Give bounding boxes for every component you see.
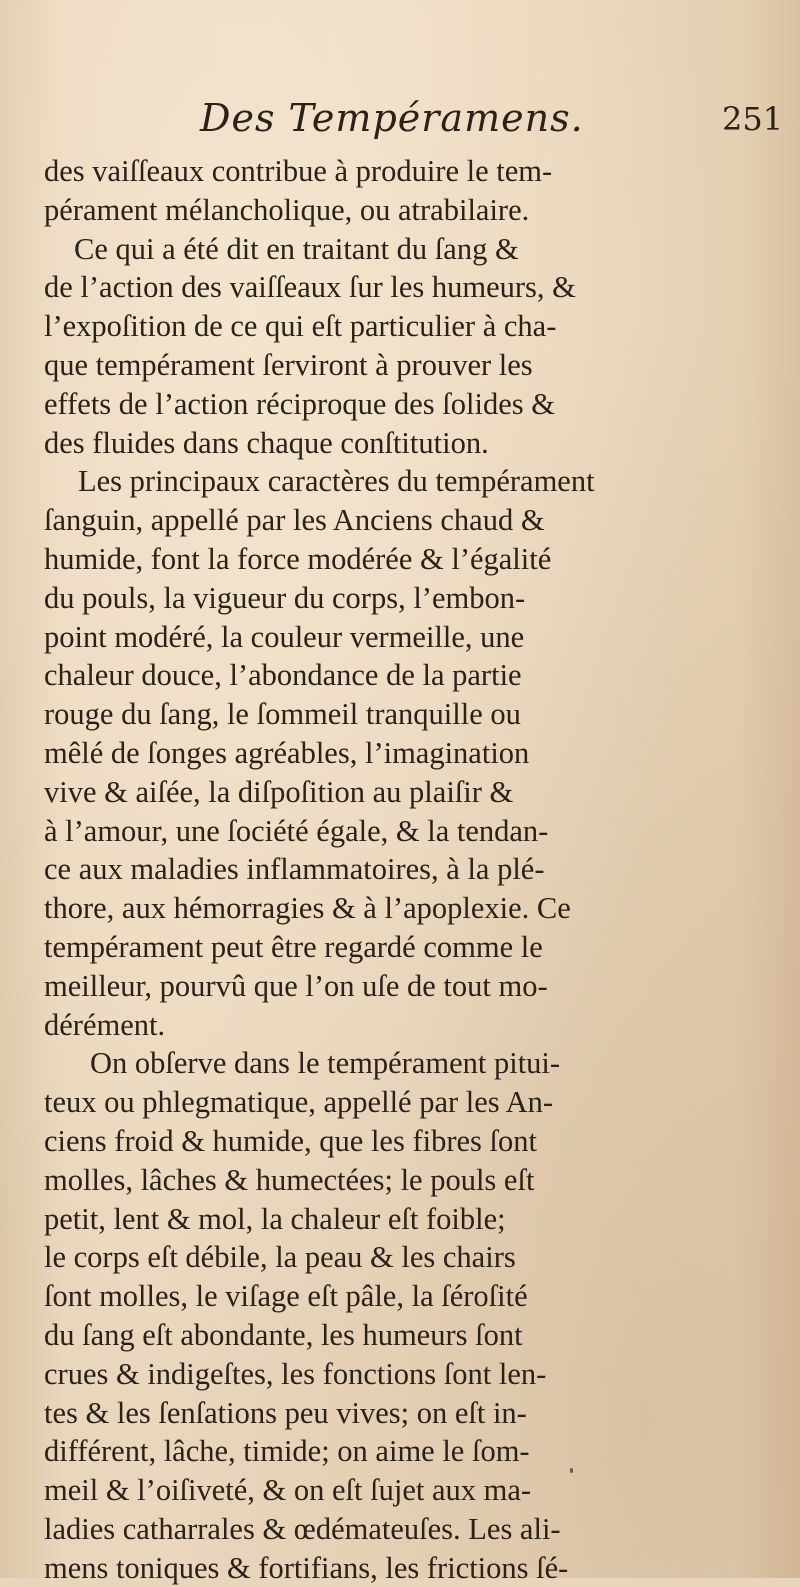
paragraph-start-line: Les principaux caractères du tempérament bbox=[78, 464, 595, 499]
text-line: mêlé de ſonges agréables, l’imagination bbox=[44, 735, 530, 770]
text-line: ladies catharrales & œdémateuſes. Les ali- bbox=[44, 1511, 561, 1546]
text-line: tempérament peut être regardé comme le bbox=[44, 929, 543, 964]
text-line: des vaiſſeaux contribue à produire le tem- bbox=[44, 154, 553, 188]
text-line: que tempérament ſerviront à prouver les bbox=[44, 347, 533, 382]
text-line: de l’action des vaiſſeaux ſur les humeurs, & bbox=[44, 270, 576, 305]
text-line: des fluides dans chaque conſtitution. bbox=[44, 425, 489, 460]
text-line: pérament mélancholique, ou atrabilaire. bbox=[44, 192, 530, 227]
text-line: à l’amour, une ſociété égale, & la tendan- bbox=[44, 813, 549, 848]
page-header bbox=[0, 96, 800, 146]
text-line: thore, aux hémorragies & à l’apoplexie. Ce bbox=[44, 891, 571, 926]
page-number: 251 bbox=[722, 100, 784, 138]
text-line: effets de l’action réciproque des ſolides & bbox=[44, 386, 555, 421]
text-line: mens toniques & fortifians, les frictions ſé- bbox=[44, 1550, 569, 1585]
text-line: l’expoſition de ce qui eſt particulier à cha- bbox=[44, 309, 557, 344]
text-line: tes & les ſenſations peu vives; on eſt in- bbox=[44, 1395, 527, 1430]
text-line: crues & indigeſtes, les fonctions ſont len- bbox=[44, 1356, 547, 1391]
text-line: petit, lent & mol, la chaleur eſt foible; bbox=[44, 1201, 506, 1236]
body-text bbox=[44, 152, 784, 1587]
text-line: molles, lâches & humectées; le pouls eſt bbox=[44, 1162, 535, 1197]
text-line: ſanguin, appellé par les Anciens chaud & bbox=[44, 503, 545, 538]
text-line: du pouls, la vigueur du corps, l’embon- bbox=[44, 580, 526, 615]
text-line: teux ou phlegmatique, appellé par les An- bbox=[44, 1085, 554, 1120]
text-line: dérément. bbox=[44, 1007, 166, 1042]
text-line: ſont molles, le viſage eſt pâle, la ſéroſité bbox=[44, 1279, 528, 1314]
text-line: chaleur douce, l’abondance de la partie bbox=[44, 658, 522, 693]
running-title: Des Tempéramens. bbox=[200, 96, 584, 140]
text-line: vive & aiſée, la diſpoſition au plaiſir & bbox=[44, 774, 514, 809]
text-line: humide, font la force modérée & l’égalité bbox=[44, 541, 552, 576]
paragraph-start-line: On obſerve dans le tempérament pitui- bbox=[90, 1046, 561, 1081]
text-line: différent, lâche, timide; on aime le ſom- bbox=[44, 1434, 530, 1469]
text-line: ce aux maladies inflammatoires, à la plé- bbox=[44, 852, 545, 887]
paragraph-start-line: Ce qui a été dit en traitant du ſang & bbox=[74, 231, 519, 266]
text-line: meilleur, pourvû que l’on uſe de tout mo- bbox=[44, 968, 548, 1003]
text-line: le corps eſt débile, la peau & les chairs bbox=[44, 1240, 516, 1275]
text-line: rouge du ſang, le ſommeil tranquille ou bbox=[44, 697, 521, 732]
text-line: ciens froid & humide, que les fibres ſont bbox=[44, 1123, 537, 1158]
text-line: point modéré, la couleur vermeille, une bbox=[44, 619, 525, 654]
text-line: meil & l’oiſiveté, & on eſt ſujet aux ma- bbox=[44, 1473, 532, 1508]
text-line: du ſang eſt abondante, les humeurs ſont bbox=[44, 1317, 523, 1352]
ink-speck bbox=[570, 1468, 573, 1473]
